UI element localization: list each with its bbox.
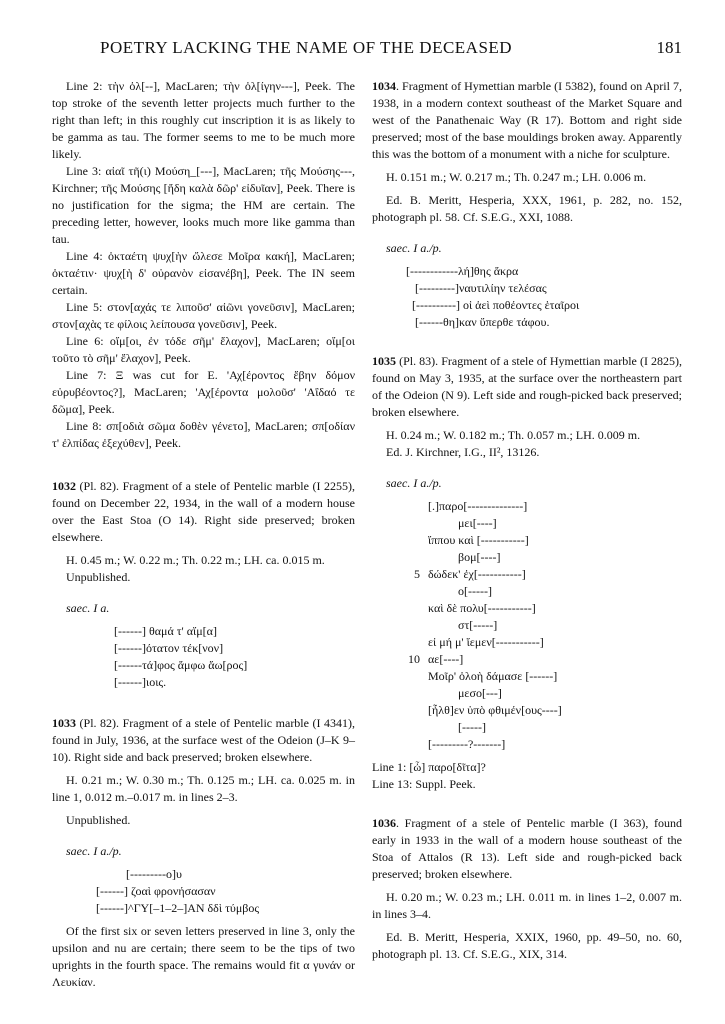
inscription-line: [------τά]φος ἄμφω ἄω[ρος] [114, 658, 248, 672]
entry-number: 1032 [52, 479, 76, 493]
page-header [52, 38, 682, 62]
entry-1032-saec: saec. I a. [66, 601, 110, 615]
inscription-line: μεσο[---] [458, 686, 502, 700]
entry-1033-dims: H. 0.21 m.; W. 0.30 m.; Th. 0.125 m.; LH. ca. 0.025 m. in line 1, 0.012 m.–0.017 m. in lines 2–3. [52, 773, 355, 804]
note-line-3: Line 3: αἰαῖ τῆ(ι) Μούση_[---], MacLaren; τῆς Μούσης---, Kirchner; τῆς Μούσης [ἤδη καλὰ δῶρ' εἰδυῖαν], Peek. There is no justification for the sigma; the HM are certain. The preceding letter, however, looks much more like gamma than tau. [52, 164, 355, 246]
inscription-line: [---------]ναυτιλίην τελέσας [406, 281, 547, 295]
note-line-4: Line 4: ὀκταέτη ψυχ[ὴν ὤλεσε Μοῖρα κακή], MacLaren; ὀκταέτιν· ψυχ[ὴ δ' οὐρανὸν εἰσανέβη], Peek. The IN seem certain. [52, 249, 355, 297]
inscription-line: [------θη]καν ὕπερθε τάφου. [406, 315, 550, 329]
inscription-line: στ[-----] [458, 618, 498, 632]
entry-1033-desc: 1033 (Pl. 82). Fragment of a stele of Pentelic marble (I 4341), found in July, 1936, at the surface west of the Odeion (J–K 9–10). Right side and back preserved; broken elsewhere. [52, 716, 356, 764]
right-column [372, 78, 682, 963]
inscription-line: μει[----] [458, 516, 497, 530]
inscription-line: ο[-----] [458, 584, 492, 598]
note-line-6: Line 6: οἴμ[οι, ἐν τόδε σῆμ' ἔλαχον], MacLaren; οἴμ[οι τοῦτο τὸ σῆμ' ἔλαχον], Peek. [52, 334, 355, 365]
entry-1035-note: Line 13: Suppl. Peek. [372, 777, 476, 791]
inscription-line: [------] ζοαὶ φρονήσασαν [96, 884, 216, 898]
note-line-2: Line 2: τὴν ὀλ[--], MacLaren; τὴν ὀλ[ίγην---], Peek. The top stroke of the seventh letter projects much further to the right than left; in this roughly cut inscription it is as likely to be gamma as tau. The former seems to me to be much more likely. [52, 79, 355, 161]
entry-1035-saec: saec. I a./p. [386, 476, 442, 490]
note-line-5: Line 5: στον[αχάς τε λιποῦσ' αἰῶνι γονεῦσιν], MacLaren; στον[αχὰς τε φίλοις λείπουσα γονεῦσιν], Peek. [52, 300, 355, 331]
inscription-line: ἵππου καὶ [-----------] [428, 533, 529, 547]
inscription-line: 10 αε[----] [408, 652, 464, 666]
inscription-line: καὶ δὲ πολυ[-----------] [428, 601, 536, 615]
inscription-line: 5 δώδεκ' ἐχ[-----------] [414, 567, 526, 581]
entry-1035-note: Line 1: [ὦ] παρο[δῖτα]? [372, 760, 486, 774]
inscription-line: [----------] οἱ ἀεὶ ποθέοντες ἑταῖροι [406, 298, 580, 312]
left-column [52, 78, 355, 991]
inscription-line: [ἦλθ]εν ὑπὸ φθιμέν[ους----] [428, 703, 562, 717]
entry-1033-saec: saec. I a./p. [66, 844, 122, 858]
inscription-line: [------------λή]θης ἄκρα [406, 264, 519, 278]
inscription-line: [---------?-------] [428, 737, 506, 751]
entry-1033-inscription [96, 866, 355, 917]
entry-number: 1034 [372, 79, 396, 93]
note-line-8: Line 8: σπ[οδιὰ σῶμα δοθὲν γένετο], MacLaren; σπ[οδίαν τ' ἐλπίδας ἐξεχύθεν], Peek. [52, 419, 355, 450]
page-number: 181 [656, 38, 682, 57]
entry-1032-desc: 1032 (Pl. 82). Fragment of a stele of Pentelic marble (I 2255), found on December 22, 1934, in the wall of a modern house over the East Stoa (O 14). Right side preserved; broken elsewhere. [52, 479, 356, 544]
inscription-line: βομ[----] [458, 550, 501, 564]
entry-1032-pub: Unpublished. [66, 570, 131, 584]
entry-number: 1036 [372, 816, 396, 830]
entry-1036-ed: Ed. B. Meritt, Hesperia, XXIX, 1960, pp. 49–50, no. 60, photograph pl. 13. Cf. S.E.G., XIX, 314. [372, 930, 682, 961]
inscription-line: [.]παρο[--------------] [428, 499, 528, 513]
inscription-line: [------]ότατον τέκ[νον] [114, 641, 224, 655]
inscription-line: Μοῖρ' ὀλοὴ δάμασε [------] [428, 669, 558, 683]
entry-1036-desc: 1036. Fragment of a stele of Pentelic marble (I 363), found early in 1933 in the wall of a modern house southeast of the Stoa of Attalos (R 13). Left side and rough-picked back preserved; broken elsewhere. [372, 816, 682, 881]
entry-1034-desc: 1034. Fragment of Hymettian marble (I 5382), found on April 7, 1938, in a modern context southeast of the Market Square and west of the Panathenaic Way (R 17). Bottom and right side preserved; most of the base mouldings broken away. Apparently this was the bottom of a monument with a niche for sculpture. [372, 79, 682, 161]
running-title: POETRY LACKING THE NAME OF THE DECEASED [100, 38, 513, 57]
inscription-line: [-----] [458, 720, 486, 734]
entry-1035-dims: H. 0.24 m.; W. 0.182 m.; Th. 0.057 m.; LH. 0.009 m. [386, 428, 641, 442]
entry-1034-saec: saec. I a./p. [386, 241, 442, 255]
entry-number: 1033 [52, 716, 76, 730]
entry-1035-inscription [392, 498, 682, 753]
inscription-line: [------]^ΓΥ[–1–2–]ΑΝ δδὶ τύμβος [96, 901, 260, 915]
entry-1032-inscription [114, 623, 355, 691]
inscription-line: [------]ιοις. [114, 675, 167, 689]
entry-1034-inscription [406, 263, 682, 331]
inscription-line: εἰ μή μ' ἵεμεν[-----------] [428, 635, 544, 649]
entry-1034-dims: H. 0.151 m.; W. 0.217 m.; Th. 0.247 m.; LH. 0.006 m. [386, 170, 647, 184]
entry-number: 1035 [372, 354, 396, 368]
inscription-line: [---------ο]υ [126, 867, 182, 881]
inscription-line: [------] θαμά τ' αἵμ[α] [114, 624, 217, 638]
entry-1033-comment: Of the first six or seven letters preserved in line 3, only the upsilon and nu are certain; there seem to be the tips of two uprights in the fourth space. The remains would fit α γυνάν or Λευκίαν. [52, 924, 355, 989]
entry-1035-desc: 1035 (Pl. 83). Fragment of a stele of Hymettian marble (I 2825), found on May 3, 1935, at the surface over the northeastern part of the Odeion (N 9). Left side and rough-picked back preserved; broken elsewhere. [372, 354, 683, 419]
entry-1036-dims: H. 0.20 m.; W. 0.23 m.; LH. 0.011 m. in lines 1–2, 0.007 m. in lines 3–4. [372, 890, 682, 921]
note-line-7: Line 7: Ξ was cut for E. 'Αχ[έροντος ἔβην δόμον εὐρυβέοντος?], MacLaren; 'Αχ[έροντα μολοῦσ' 'Αΐδαό τε δῶμα], Peek. [52, 368, 355, 416]
entry-1032-dims: H. 0.45 m.; W. 0.22 m.; Th. 0.22 m.; LH. ca. 0.015 m. [66, 553, 325, 567]
entry-1033-pub: Unpublished. [66, 813, 131, 827]
entry-1035-ed: Ed. J. Kirchner, I.G., II², 13126. [386, 445, 540, 459]
entry-1034-ed: Ed. B. Meritt, Hesperia, XXX, 1961, p. 282, no. 152, photograph pl. 58. Cf. S.E.G., XXI, 1088. [372, 193, 682, 224]
